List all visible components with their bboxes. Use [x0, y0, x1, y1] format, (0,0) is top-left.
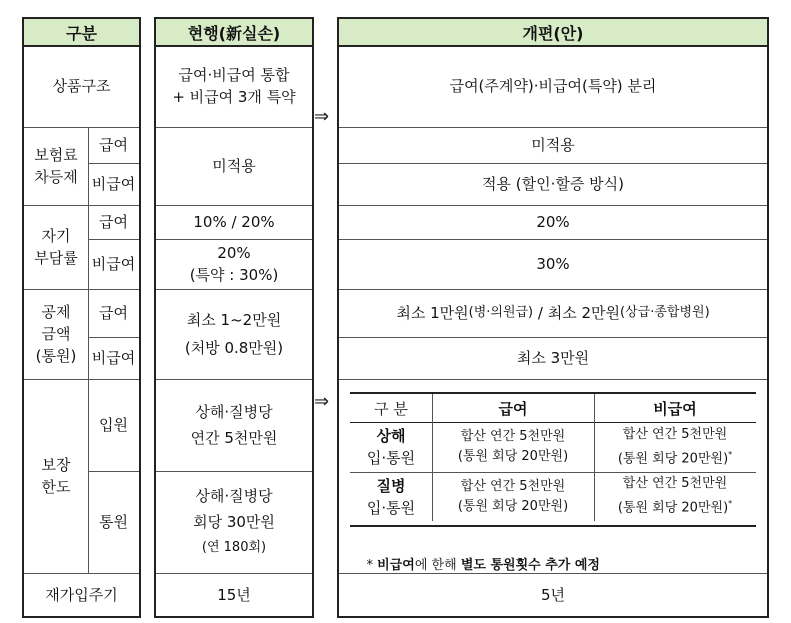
deduct-sub-noncovered: 비급여 — [91, 349, 136, 367]
inner-disease-covered: 합산 연간 5천만원 (통원 회당 20만원) — [457, 478, 569, 514]
reform-header: 개편(안) — [339, 19, 767, 47]
inner-row-disease-label: 질병 입·통원 — [366, 476, 416, 517]
copay-current-noncovered: 20% (특약 : 30%) — [189, 244, 279, 284]
arrow-right-icon: ⇒ — [314, 391, 330, 412]
reform-column — [337, 17, 769, 618]
copay-sub-noncovered: 비급여 — [91, 255, 136, 273]
deduct-reform-covered: 최소 1만원 (병·의원급) / 최소 2만원 (상급·종합병원) — [396, 304, 710, 322]
rejoin-label: 재가입주기 — [45, 585, 118, 604]
rejoin-current: 15년 — [217, 585, 251, 604]
product-reform: 급여(주계약)·비급여(특약) 분리 — [449, 77, 657, 95]
category-header: 구분 — [24, 19, 139, 47]
copay-label: 자기 부담률 — [34, 227, 78, 267]
limit-current-outpatient: 상해·질병당 회당 30만원 (연 180회) — [193, 487, 275, 555]
inner-row-injury-label: 상해 입·통원 — [366, 427, 416, 467]
limit-note: * 비급여에 한해 별도 통원횟수 추가 예정 — [366, 558, 600, 573]
premium-current: 미적용 — [212, 157, 256, 175]
premium-sub-noncovered: 비급여 — [91, 175, 136, 193]
inner-header-category: 구 분 — [374, 399, 408, 418]
product-current: 급여·비급여 통합 + 비급여 3개 특약 — [172, 66, 296, 106]
deduct-current: 최소 1~2만원 (처방 0.8만원) — [184, 311, 284, 357]
arrow-right-icon: ⇒ — [314, 106, 330, 127]
inner-header-noncovered: 비급여 — [653, 399, 697, 418]
inner-injury-noncovered: 합산 연간 5천만원 (통원 회당 20만원)* — [617, 426, 733, 467]
limit-sub-outpatient: 통원 — [99, 513, 128, 531]
current-column — [154, 17, 314, 618]
deduct-label: 공제 금액 (통원) — [35, 303, 77, 365]
deduct-sub-covered: 급여 — [99, 304, 128, 322]
premium-sub-covered: 급여 — [99, 136, 128, 154]
inner-header-covered: 급여 — [498, 399, 528, 418]
current-header: 현행(新실손) — [156, 19, 312, 47]
limit-label: 보장 한도 — [41, 456, 71, 496]
copay-reform-covered: 20% — [536, 213, 570, 231]
limit-reform-table — [350, 392, 756, 527]
copay-current-covered: 10% / 20% — [193, 213, 275, 231]
inner-disease-noncovered: 합산 연간 5천만원 (통원 회당 20만원)* — [617, 476, 733, 516]
category-column — [22, 17, 141, 618]
copay-sub-covered: 급여 — [99, 213, 128, 231]
product-label: 상품구조 — [52, 77, 111, 95]
rejoin-reform: 5년 — [540, 585, 566, 604]
copay-reform-noncovered: 30% — [536, 255, 570, 273]
limit-sub-inpatient: 입원 — [99, 416, 128, 434]
limit-current-inpatient: 상해·질병당 연간 5천만원 — [190, 403, 278, 447]
premium-reform-noncovered: 적용 (할인·할증 방식) — [482, 175, 624, 193]
deduct-reform-noncovered: 최소 3만원 — [516, 349, 590, 367]
premium-label: 보험료 차등제 — [34, 146, 78, 186]
premium-reform-covered: 미적용 — [531, 136, 575, 154]
inner-injury-covered: 합산 연간 5천만원 (통원 회당 20만원) — [457, 429, 569, 464]
